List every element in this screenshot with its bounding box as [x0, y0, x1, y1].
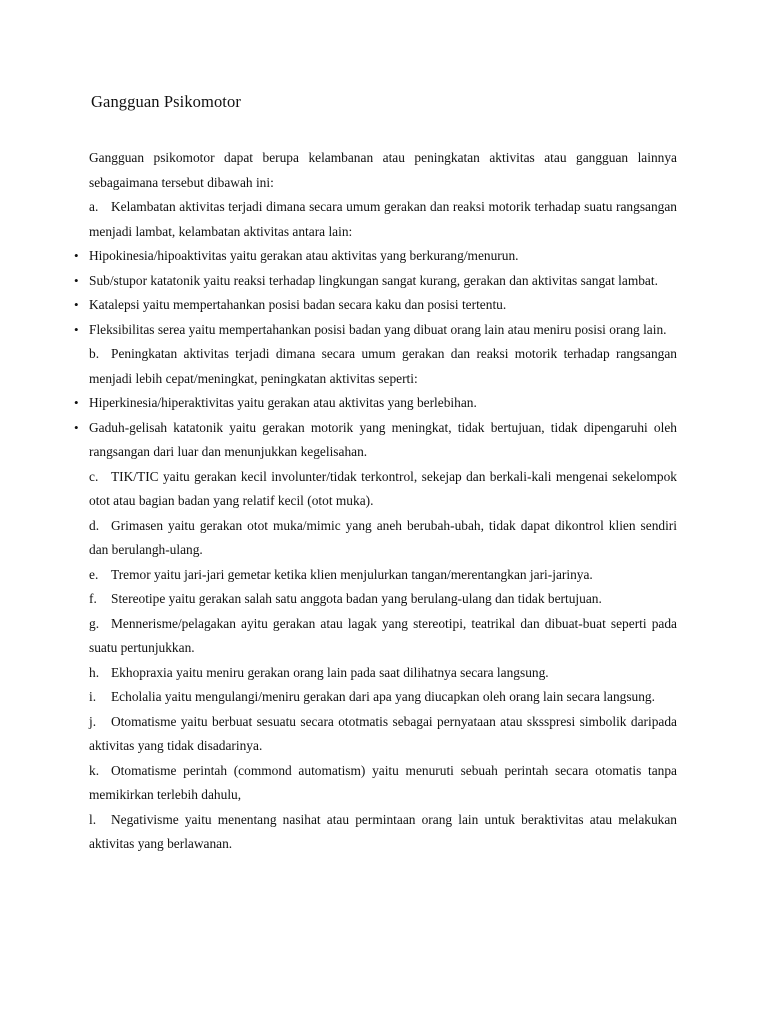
list-label: k. — [89, 762, 100, 778]
list-text: Tremor yaitu jari-jari gemetar ketika klien menjulurkan tangan/merentangkan jari-jarinya. — [111, 566, 593, 582]
list-text: Otomatisme perintah (commond automatism) yaitu menuruti sebuah perintah secara otomatis tanpa memikirkan terlebih dahulu, — [89, 762, 677, 802]
bullet-list-b — [74, 391, 677, 465]
list-text: Kelambatan aktivitas terjadi dimana secara umum gerakan dan reaksi motorik terhadap suatu rangsangan menjadi lambat, kelambatan aktivitas antara lain: — [89, 199, 677, 239]
list-text: TIK/TIC yaitu gerakan kecil involunter/tidak terkontrol, sekejap dan berkali-kali mengenai sekelompok otot atau bagian badan yang relatif kecil (otot muka). — [89, 468, 677, 508]
list-label: f. — [89, 591, 97, 606]
list-label: i. — [89, 689, 97, 704]
list-label: g. — [89, 615, 100, 631]
bullet-icon: • — [74, 321, 79, 337]
list-text: Mennerisme/pelagakan ayitu gerakan atau lagak yang stereotipi, teatrikal dan dibuat-buat seperti pada suatu pertunjukkan. — [89, 615, 677, 655]
list-item-c — [89, 465, 677, 514]
list-label: d. — [89, 517, 100, 533]
bullet-list-a — [74, 244, 677, 342]
bullet-icon: • — [74, 272, 79, 288]
list-text: Negativisme yaitu menentang nasihat atau permintaan orang lain untuk beraktivitas atau melakukan aktivitas yang berlawanan. — [89, 811, 677, 851]
list-label: j. — [89, 713, 97, 729]
bullet-item: • Gaduh-gelisah katatonik yaitu gerakan motorik yang meningkat, tidak bertujuan, tidak dipengaruhi oleh rangsangan dari luar dan menunjukkan kegelisahan. — [89, 416, 677, 465]
list-item-k — [89, 759, 677, 808]
bullet-icon: • — [74, 248, 79, 263]
list-label: l. — [89, 811, 97, 827]
bullet-icon: • — [74, 395, 79, 410]
list-text: Otomatisme yaitu berbuat sesuatu secara ototmatis sebagai pernyataan atau sksspresi simbolik daripada aktivitas yang tidak disadarinya. — [89, 713, 677, 753]
bullet-item: • Sub/stupor katatonik yaitu reaksi terhadap lingkungan sangat kurang, gerakan dan aktivitas sangat lambat. — [89, 269, 677, 294]
list-item-f — [89, 587, 677, 612]
lettered-list — [89, 465, 677, 857]
list-item-j — [89, 710, 677, 759]
list-item-h — [89, 661, 677, 686]
list-label: a. — [89, 199, 99, 214]
list-label: b. — [89, 346, 100, 361]
list-text: Echolalia yaitu mengulangi/meniru gerakan dari apa yang diucapkan oleh orang lain secara langsung. — [111, 689, 655, 704]
list-text: Peningkatan aktivitas terjadi dimana secara umum gerakan dan reaksi motorik terhadap rangsangan menjadi lebih cepat/meningkat, peningkatan aktivitas seperti: — [89, 346, 677, 386]
list-text: Grimasen yaitu gerakan otot muka/mimic yang aneh berubah-ubah, tidak dapat dikontrol klien sendiri dan berulangh-ulang. — [89, 517, 677, 557]
document-title: Gangguan Psikomotor — [91, 92, 241, 111]
list-item-b — [89, 342, 677, 391]
intro-paragraph: Gangguan psikomotor dapat berupa kelambanan atau peningkatan aktivitas atau gangguan lainnya sebagaimana tersebut dibawah ini: — [89, 150, 677, 190]
bullet-item: • Katalepsi yaitu mempertahankan posisi badan secara kaku dan posisi tertentu. — [89, 293, 677, 318]
list-label: e. — [89, 566, 99, 582]
list-item-i — [89, 685, 677, 710]
list-item-a — [89, 195, 677, 244]
list-item-l — [89, 808, 677, 857]
list-item-g — [89, 612, 677, 661]
bullet-item: • Fleksibilitas serea yaitu mempertahankan posisi badan yang dibuat orang lain atau meniru posisi orang lain. — [89, 318, 677, 343]
list-item-e — [89, 563, 677, 588]
bullet-item: • Hiperkinesia/hiperaktivitas yaitu gerakan atau aktivitas yang berlebihan. — [89, 391, 677, 416]
list-text: Ekhopraxia yaitu meniru gerakan orang lain pada saat dilihatnya secara langsung. — [111, 664, 549, 680]
list-label: h. — [89, 664, 100, 680]
bullet-icon: • — [74, 297, 79, 312]
list-label: c. — [89, 468, 99, 484]
bullet-icon: • — [74, 419, 79, 435]
bullet-item: • Hipokinesia/hipoaktivitas yaitu gerakan atau aktivitas yang berkurang/menurun. — [89, 244, 677, 269]
list-text: Stereotipe yaitu gerakan salah satu anggota badan yang berulang-ulang dan tidak bertujuan. — [111, 591, 602, 606]
document-body — [74, 146, 677, 857]
list-item-d — [89, 514, 677, 563]
